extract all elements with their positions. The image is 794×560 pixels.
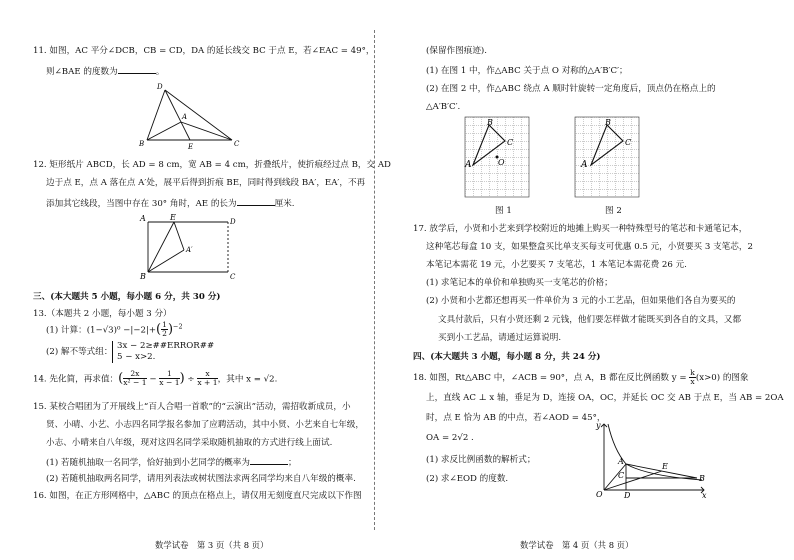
q11-line2 [46, 65, 164, 79]
q17-line3: 本笔记本需花 19 元，小艺要买 7 支笔芯，1 本笔记本需花费 26 元. [426, 260, 687, 270]
q11-text-end: 。 [155, 67, 165, 77]
right-footer: 数学试卷 第 4 页（共 8 页） [520, 540, 634, 550]
left-footer: 数学试卷 第 3 页（共 8 页） [155, 540, 269, 550]
q11-label-a: A [182, 113, 188, 121]
paren-close: ) [179, 371, 185, 386]
q18-label-b: B [699, 474, 705, 483]
q11-line1: 11. 如图，AC 平分∠DCB，CB = CD，DA 的延长线交 BC 于点 E，若∠EAC = 49°， [33, 46, 375, 56]
paren-open: ( [118, 371, 124, 386]
q12-label-a-prime: A′ [186, 246, 193, 254]
q15-line1: 15. 某校合唱团为了开展线上“百人合唱一首歌”的“云演出”活动，需招收新成员，小 [33, 402, 351, 412]
q18-frac-num: k [690, 368, 695, 377]
q18-text-a: 18. 如图，Rt△ABC 中，∠ACB = 90°，点 A，B 都在反比例函数 y = [413, 372, 687, 383]
q12-text: 添加其它线段，当图中存在 30° 角时，AE 的长为 [46, 199, 237, 209]
q16-cont-line1: (保留作图痕迹). [426, 46, 487, 56]
q18-line3: 时，点 E 恰为 AB 的中点，若∠AOD = 45°， [426, 413, 606, 423]
q14-f3-den: x + 1 [197, 378, 218, 388]
q15-p1-end: ； [287, 458, 297, 468]
q18-line2: 上，直线 AC ⊥ x 轴，垂足为 D，连接 OA，OC，并延长 OC 交 AB 于点 E，当 AB = 2OA [426, 393, 784, 403]
q13-p1-label: (1) 计算： [46, 325, 87, 336]
q12-label-e: E [170, 213, 176, 222]
fig2-label-a: A [581, 160, 588, 170]
q12-line3 [46, 197, 295, 211]
page-divider [374, 30, 375, 530]
q17-part2a: (2) 小贤和小艺都还想再买一件单价为 3 元的小工艺品，但如果他们各自为要买的 [426, 296, 736, 306]
q14-text: 14. 先化简，再求值： [33, 374, 119, 385]
q14-line [33, 370, 277, 388]
q17-line2: 这种笔芯每盒 10 支，如果整盒买比单支买每支可优惠 0.5 元，小贤要买 3 支笔芯，2 [426, 242, 753, 252]
q14-f1-den: x² − 1 [123, 378, 147, 388]
q14-frac-3 [197, 370, 217, 387]
q16-part2b: △A′B′C′. [426, 102, 461, 112]
q14-frac-2 [159, 370, 179, 387]
left-page [0, 0, 391, 560]
q11-label-d: D [157, 83, 163, 91]
q18-figure [592, 420, 710, 498]
q11-label-e: E [188, 143, 194, 151]
q16-part1: (1) 在图 1 中，作△ABC 关于点 O 对称的△A′B′C′； [426, 66, 628, 76]
q17-part2b: 文具付款后，只有小贤还剩 2 元钱，他们要怎样做才能既买到各自的文具，又都 [438, 315, 742, 325]
q13-head: 13.（本题共 2 小题，每小题 3 分） [33, 309, 172, 319]
fig1-label-b: B [487, 118, 493, 127]
q18-label-e: E [662, 462, 668, 471]
q13-part2-label: (2) 解不等式组： [46, 347, 113, 357]
q16-grid-figure-2 [575, 117, 647, 199]
fig2-label-c: C [625, 138, 632, 147]
q18-label-o: O [596, 490, 603, 499]
q12-line2: 边于点 E，点 A 落在点 A′处，展平后得到折痕 BE，同时得到线段 BA′，EA′，不再 [46, 178, 366, 188]
q13-frac-den: 2 [162, 329, 167, 339]
q12-figure [138, 212, 248, 280]
fig1-label-o: O [498, 158, 505, 167]
q14-f1-num: 2x [123, 370, 146, 379]
q14-tail: ，其中 x = √2. [217, 374, 278, 385]
q13-part1 [46, 321, 183, 339]
q18-line1 [413, 369, 749, 386]
fig1-label-c: C [507, 138, 514, 147]
q16-grid-figure-1 [465, 117, 537, 199]
q18-label-c: C [618, 471, 625, 480]
q17-part2c: 买到小工艺品，请通过运算说明. [438, 333, 562, 343]
q18-frac-den: x [690, 376, 695, 386]
q13-system [112, 341, 214, 363]
q12-unit: 厘米. [274, 199, 295, 209]
q14-f3-num: x [197, 370, 217, 379]
q13-p1-expr: (1−√3)⁰ −|−2|+ [86, 325, 157, 336]
q12-label-c: C [230, 273, 236, 281]
q17-part1: (1) 求笔记本的单价和单独购买一支笔芯的价格； [426, 278, 613, 288]
q11-text: 则∠BAE 的度数为 [46, 67, 118, 77]
q11-figure [135, 84, 245, 150]
paren-close: ) [167, 322, 174, 337]
fig2-label-b: B [605, 118, 611, 127]
q13-frac-num: 1 [162, 320, 167, 330]
q16-line1: 16. 如图，在正方形网格中，△ABC 的顶点在格点上，请仅用无刻度直尺完成以下作图 [33, 491, 362, 501]
q15-p1-text: (1) 若随机抽取一名同学，恰好抽到小艺同学的概率为 [46, 458, 250, 468]
q18-label-x: x [702, 491, 707, 500]
section-3-heading: 三、(本大题共 5 小题，每小题 6 分，共 30 分) [33, 292, 221, 302]
q15-part2: (2) 若随机抽取两名同学，请用列表法或树状图法求两名同学均来自八年级的概率. [46, 474, 356, 484]
q18-part1: (1) 求反比例函数的解析式； [426, 455, 536, 465]
q18-text-b: (x>0) 的图象 [695, 372, 749, 383]
q11-answer-blank [118, 65, 156, 74]
q11-label-b: B [139, 140, 145, 148]
right-page [380, 0, 794, 560]
q15-line2: 贤、小晴、小艺、小志四名同学报名参加了应聘活动，其中小贤、小艺来自七年级， [46, 420, 364, 430]
q12-label-d: D [230, 218, 236, 226]
q14-f2-num: 1 [159, 370, 179, 379]
q15-line3: 小志、小晴来自八年级，现对这四名同学采取随机抽取的方式进行线上面试. [46, 438, 333, 448]
q14-f2-den: x − 1 [159, 378, 180, 388]
q17-line1: 17. 放学后，小贤和小艺来到学校附近的地摊上购买一种特殊型号的笔芯和卡通笔记本， [413, 224, 748, 234]
q14-frac-1 [123, 370, 146, 387]
q12-label-b: B [140, 272, 146, 281]
q18-part2: (2) 求∠EOD 的度数. [426, 474, 509, 484]
section-4-heading: 四、(本大题共 3 小题，每小题 8 分，共 24 分) [413, 352, 601, 362]
q12-line1: 12. 矩形纸片 ABCD，长 AD = 8 cm，宽 AB = 4 cm，折叠纸片，使折痕经过点 B，交 AD [33, 160, 391, 170]
q18-line4: OA = 2√2 . [426, 433, 474, 443]
q18-fraction [689, 369, 696, 386]
q12-label-a: A [140, 214, 146, 223]
q15-part1 [46, 456, 297, 470]
q11-label-c: C [234, 140, 240, 148]
q18-label-y: y [596, 421, 601, 430]
q12-answer-blank [237, 197, 275, 206]
q14-minus: − [149, 374, 157, 385]
q13-ineq-1: 3x − 2≥##ERROR## [117, 341, 215, 351]
q18-label-a: A [618, 457, 624, 466]
q13-p1-fraction [161, 321, 168, 338]
q18-label-d: D [624, 491, 631, 500]
fig2-caption: 图 2 [605, 206, 622, 216]
q14-divide: ÷ [187, 374, 195, 385]
fig1-caption: 图 1 [495, 206, 512, 216]
q15-answer-blank [250, 456, 288, 465]
q16-part2a: (2) 在图 2 中，作△ABC 绕点 A 顺时针旋转一定角度后，顶点仍在格点上的 [426, 84, 716, 94]
q13-p1-exponent: −2 [173, 322, 183, 331]
paren-open: ( [156, 322, 162, 337]
q13-ineq-2: 5 − x>2. [117, 352, 156, 363]
fig1-label-a: A [465, 160, 472, 170]
